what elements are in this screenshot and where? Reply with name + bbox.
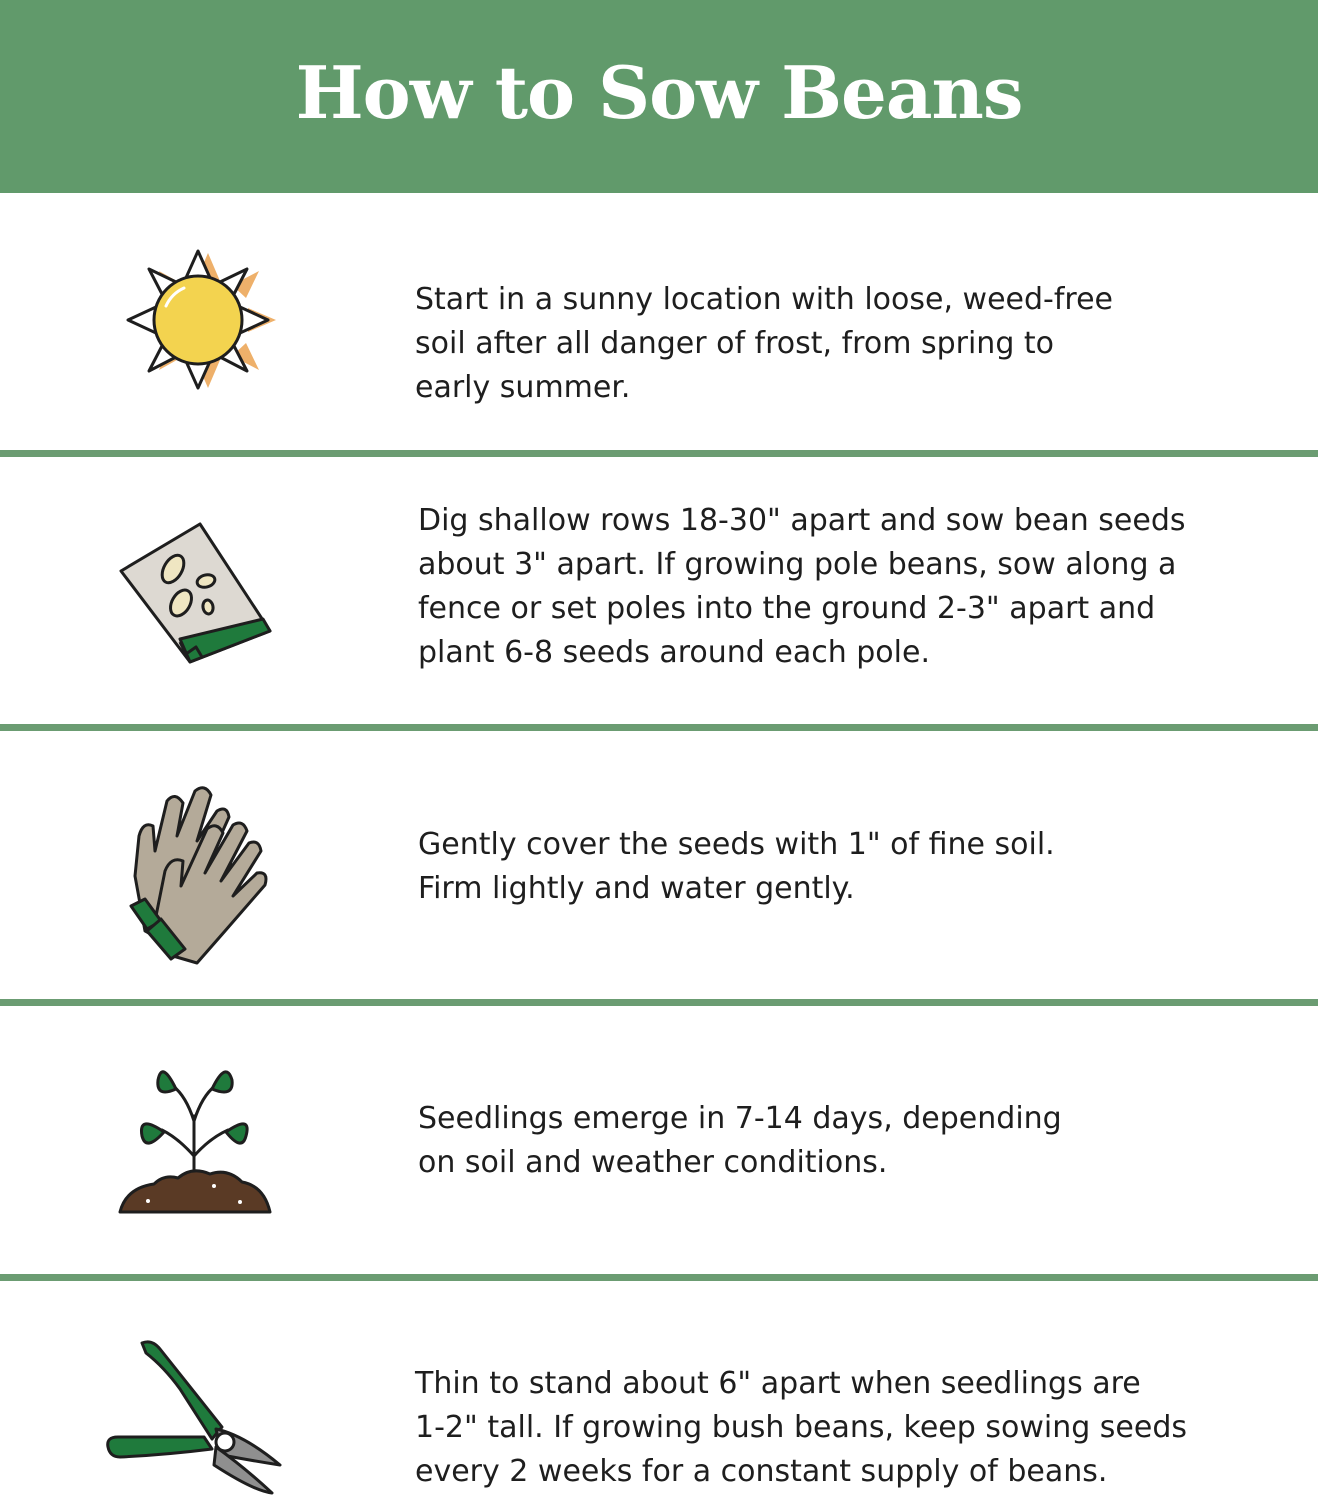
section-divider — [0, 1274, 1318, 1281]
section-divider — [0, 724, 1318, 731]
page-header — [0, 0, 1318, 193]
section-divider — [0, 450, 1318, 457]
seed-packet-icon — [118, 519, 278, 669]
step-seed-packet — [0, 457, 1318, 724]
step-sun — [0, 193, 1318, 450]
section-divider — [0, 999, 1318, 1006]
step-text: Gently cover the seeds with 1" of fine soil. Firm lightly and water gently. — [418, 827, 1055, 906]
step-text: Thin to stand about 6" apart when seedlings are 1-2" tall. If growing bush beans, keep sowing seeds every 2 weeks for a constant supply of beans. — [415, 1366, 1188, 1489]
pruning-shears-icon — [104, 1337, 284, 1502]
step-text: Start in a sunny location with loose, weed-free soil after all danger of frost, from spring to early summer. — [415, 282, 1114, 405]
page-title: How to Sow Beans — [295, 50, 1023, 135]
gardening-gloves-icon — [125, 781, 285, 966]
step-text: Seedlings emerge in 7-14 days, depending on soil and weather conditions. — [418, 1101, 1062, 1180]
step-seedling — [0, 1006, 1318, 1274]
seedling-icon — [118, 1056, 273, 1216]
step-gloves — [0, 731, 1318, 999]
sun-icon — [118, 248, 278, 393]
step-text: Dig shallow rows 18-30" apart and sow bean seeds about 3" apart. If growing pole beans, sow along a fence or set poles into the ground 2-3" apart and plant 6-8 seeds around each pole. — [418, 503, 1186, 670]
step-shears — [0, 1281, 1318, 1507]
